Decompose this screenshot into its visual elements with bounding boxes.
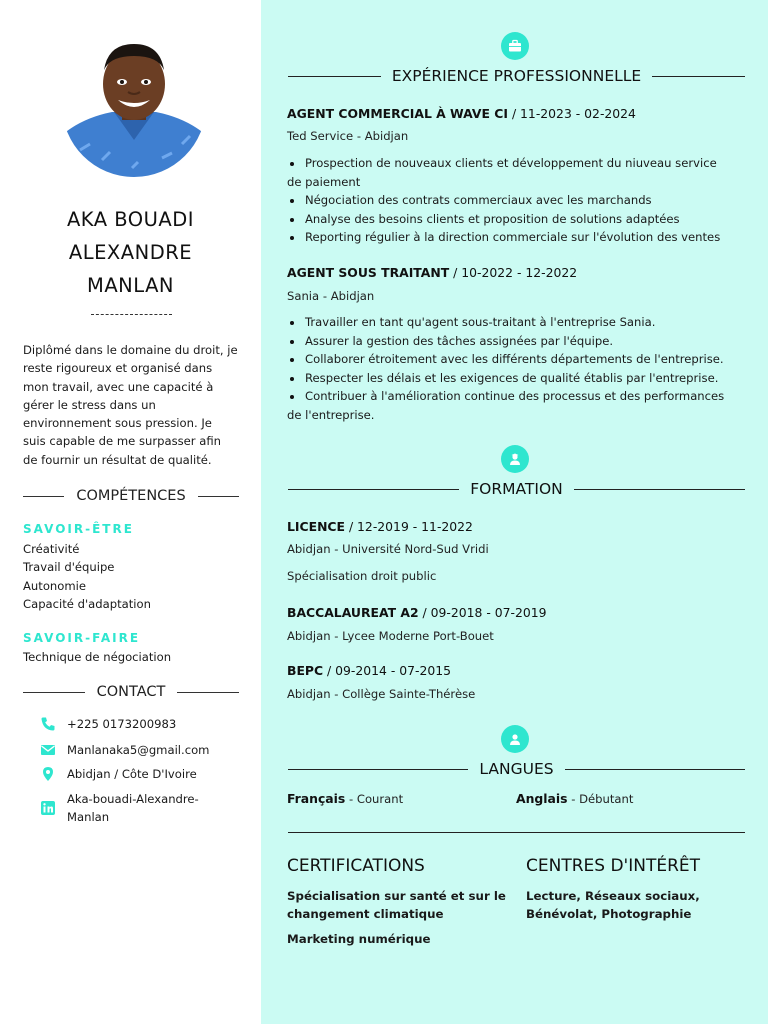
list-item: Prospection de nouveaux clients et développement du niuveau service de paiement bbox=[287, 154, 742, 191]
graduate-icon bbox=[501, 445, 529, 473]
school-name: Abidjan - Université Nord-Sud Vridi bbox=[287, 542, 489, 556]
location-pin-icon bbox=[40, 766, 56, 782]
mail-icon bbox=[40, 742, 56, 758]
job-title: AGENT SOUS TRAITANT / 10-2022 - 12-2022 bbox=[287, 265, 578, 280]
full-name bbox=[0, 203, 261, 302]
experience-heading: EXPÉRIENCE PROFESSIONNELLE bbox=[288, 64, 745, 88]
contact-linkedin[interactable] bbox=[40, 790, 210, 827]
school-name: Abidjan - Lycee Moderne Port-Bouet bbox=[287, 629, 494, 643]
certifications-heading: CERTIFICATIONS bbox=[287, 856, 425, 876]
location-text: Abidjan / Côte D'Ivoire bbox=[67, 767, 197, 781]
job-company: Sania - Abidjan bbox=[287, 289, 375, 303]
list-item: Négociation des contrats commerciaux avec les marchands bbox=[287, 191, 742, 210]
savoir-etre-list bbox=[23, 540, 151, 613]
linkedin-text: Aka-bouadi-Alexandre-Manlan bbox=[67, 792, 199, 825]
contact-phone[interactable] bbox=[40, 715, 240, 733]
list-item: Contribuer à l'amélioration continue des processus et des performances de l'entreprise. bbox=[287, 387, 742, 424]
contact-location bbox=[40, 765, 240, 783]
job-title: AGENT COMMERCIAL À WAVE CI / 11-2023 - 02-2024 bbox=[287, 106, 636, 121]
certification-item: Spécialisation sur santé et sur le changement climatique bbox=[287, 889, 506, 922]
list-item: Technique de négociation bbox=[23, 650, 172, 664]
briefcase-icon bbox=[501, 32, 529, 60]
list-item: Travailler en tant qu'agent sous-traitant à l'entreprise Sania. bbox=[287, 313, 742, 332]
contact-email[interactable] bbox=[40, 741, 240, 759]
list-item: Respecter les délais et les exigences de qualité établis par l'entreprise. bbox=[287, 369, 742, 388]
savoir-faire-list bbox=[23, 648, 171, 666]
degree-title: LICENCE / 12-2019 - 11-2022 bbox=[287, 519, 473, 534]
list-item: Collaborer étroitement avec les différents départements de l'entreprise. bbox=[287, 350, 742, 369]
list-item: Autonomie bbox=[23, 578, 87, 593]
certification-item: Marketing numérique bbox=[287, 932, 431, 946]
job-bullets bbox=[287, 154, 742, 247]
list-item: Travail d'équipe bbox=[23, 560, 115, 575]
contact-heading: CONTACT bbox=[23, 682, 239, 702]
linkedin-icon bbox=[40, 800, 56, 816]
savoir-faire-label: SAVOIR-FAIRE bbox=[23, 631, 141, 645]
degree-title: BEPC / 09-2014 - 07-2015 bbox=[287, 663, 452, 678]
languages-heading: LANGUES bbox=[288, 757, 745, 781]
education-heading: FORMATION bbox=[288, 477, 745, 501]
section-divider bbox=[288, 832, 745, 833]
phone-icon bbox=[40, 716, 56, 732]
name-divider bbox=[91, 314, 172, 315]
name-line-3: MANLAN bbox=[87, 274, 174, 297]
interests-text: Lecture, Réseaux sociaux, Bénévolat, Photographie bbox=[526, 889, 700, 922]
list-item: Assurer la gestion des tâches assignées par l'équipe. bbox=[287, 332, 742, 351]
name-line-2: ALEXANDRE bbox=[68, 241, 193, 264]
school-name: Abidjan - Collège Sainte-Thérèse bbox=[287, 687, 476, 701]
job-company: Ted Service - Abidjan bbox=[287, 129, 409, 143]
degree-title: BACCALAUREAT A2 / 09-2018 - 07-2019 bbox=[287, 605, 547, 620]
list-item: Créativité bbox=[23, 542, 80, 556]
language-item: Anglais - Débutant bbox=[516, 791, 634, 806]
profile-summary: Diplômé dans le domaine du droit, je reste rigoureux et organisé dans mon travail, avec une capacité à gérer le stress dans un environnement sous pression. Je suis capable de me surpasser afin de fournir un résultat de qualité. bbox=[23, 343, 238, 467]
person-icon bbox=[501, 725, 529, 753]
savoir-etre-label: SAVOIR-ÊTRE bbox=[23, 522, 134, 536]
language-item: Français - Courant bbox=[287, 791, 404, 806]
interests-heading: CENTRES D'INTÉRÊT bbox=[526, 856, 701, 876]
job-bullets bbox=[287, 313, 742, 425]
skills-heading: COMPÉTENCES bbox=[23, 486, 239, 506]
list-item: Analyse des besoins clients et proposition de solutions adaptées bbox=[287, 210, 742, 229]
degree-note: Spécialisation droit public bbox=[287, 569, 437, 583]
list-item: Capacité d'adaptation bbox=[23, 596, 151, 611]
email-text: Manlanaka5@gmail.com bbox=[67, 743, 210, 757]
name-line-1: AKA BOUADI bbox=[66, 208, 195, 231]
phone-text: +225 0173200983 bbox=[67, 717, 177, 731]
list-item: Reporting régulier à la direction commerciale sur l'évolution des ventes bbox=[287, 228, 742, 247]
